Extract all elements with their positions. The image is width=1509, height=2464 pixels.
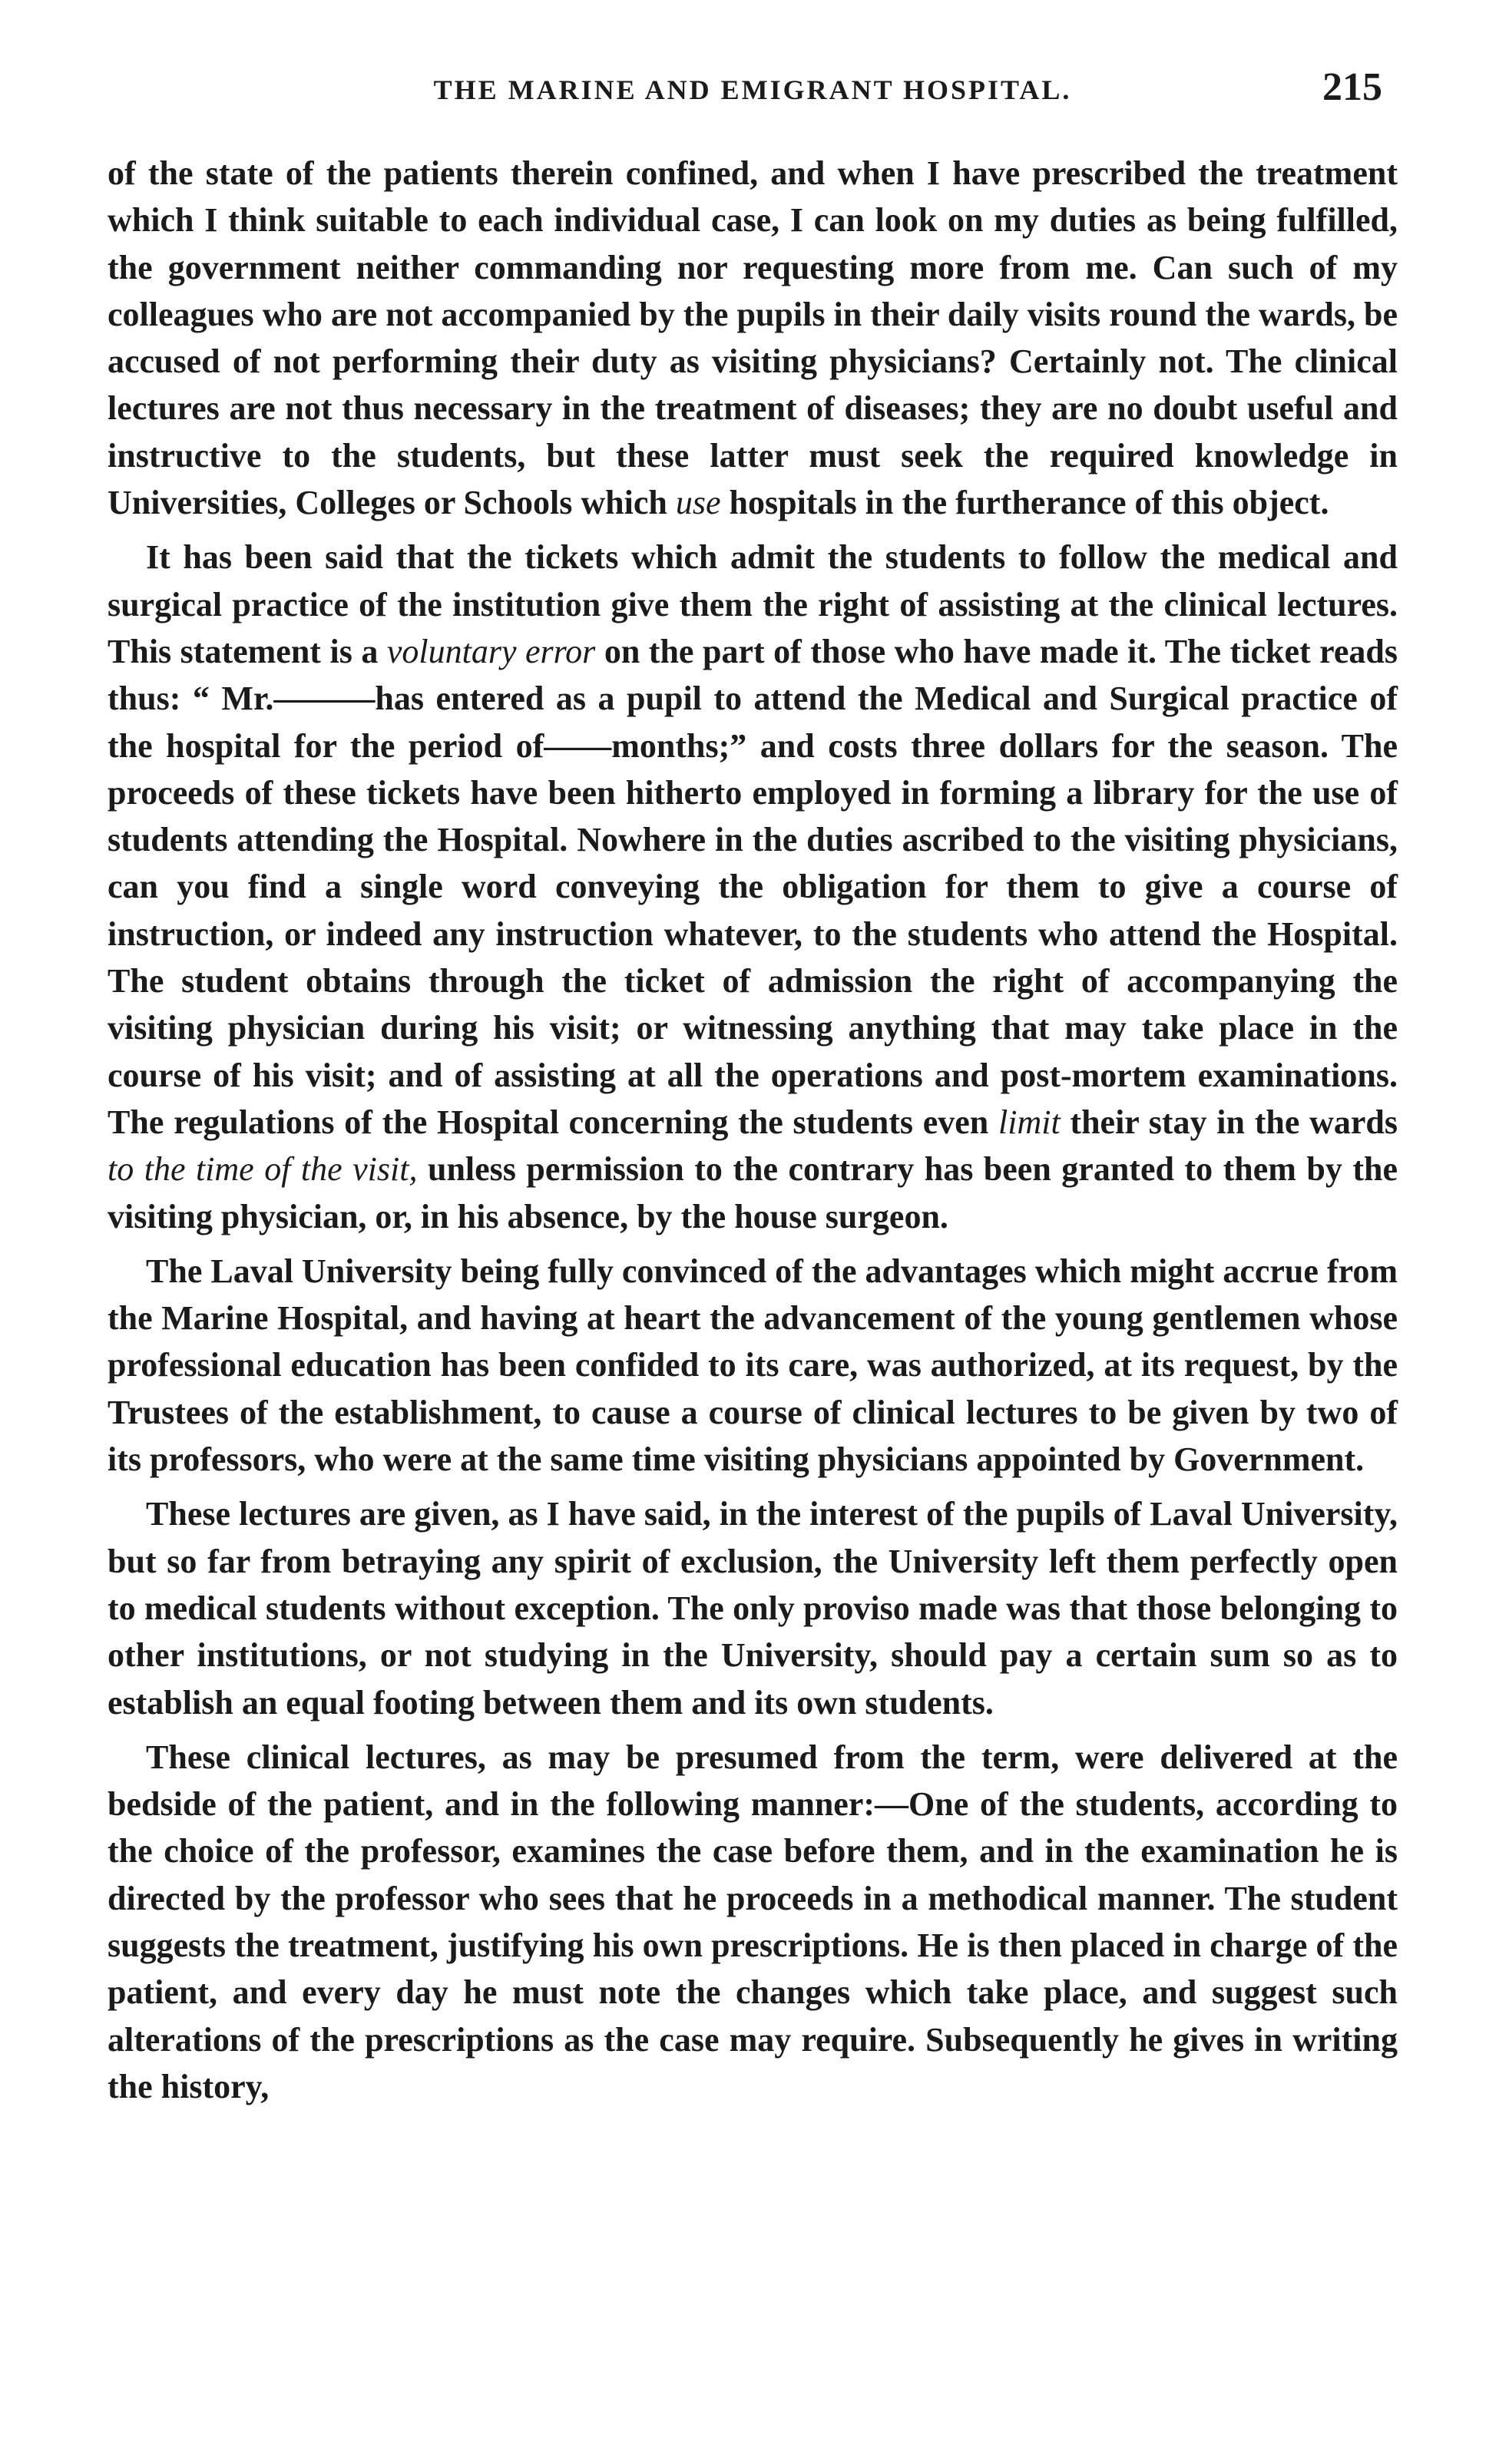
body-text: [108, 150, 1398, 2110]
paragraph-5: [108, 1734, 1398, 2110]
paragraph-segment: on the part of those who have made it. The ticket reads thus: “ Mr.———has entered as a pupil to attend the Medical and Surgical practice of the hospital for the period of——months;” and costs three dollars for the season. The proceeds of these tickets have been hitherto employed in forming a library for the use of students attending the Hospital. Nowhere in the duties ascribed to the visiting physicians, can you find a single word conveying the obligation for them to give a course of instruction, or indeed any instruction whatever, to the students who attend the Hospital. The student obtains through the ticket of admission the right of accompanying the visiting physician during his visit; or witnessing anything that may take place in the course of his visit; and of assisting at all the operations and post-mortem examinations. The regulations of the Hospital concerning the students even: [108, 632, 1398, 1141]
paragraph-1: [108, 150, 1398, 526]
paragraph-segment: their stay in the wards: [1060, 1103, 1398, 1141]
paragraph-2: [108, 534, 1398, 1239]
italic-segment: use: [675, 484, 721, 522]
paragraph-segment: unless permission to the contrary has been granted to them by the visiting physician, or, in his absence, by the house surgeon.: [108, 1150, 1398, 1235]
paragraph-4: [108, 1490, 1398, 1725]
page-header: [108, 65, 1398, 114]
italic-segment: voluntary error: [386, 632, 596, 670]
paragraph-3: [108, 1248, 1398, 1483]
paragraph-segment: of the state of the patients therein confined, and when I have prescribed the treatment which I think suitable to each individual case, I can look on my duties as being fulfilled, the government neither commanding nor requesting more from me. Can such of my colleagues who are not accompanied by the pupils in their daily visits round the wards, be accused of not performing their duty as visiting physicians? Certainly not. The clinical lectures are not thus necessary in the treatment of diseases; they are no doubt useful and instructive to the students, but these latter must seek the required knowledge in Universities, Colleges or Schools which: [108, 154, 1398, 522]
paragraph-segment: hospitals in the furtherance of this object.: [720, 484, 1329, 522]
paragraph-segment: It has been said that the tickets which admit the students to follow the medical and surgical practice of the institution give them the right of assisting at the clinical lectures. This statement is a: [108, 538, 1398, 670]
page-number: 215: [1322, 65, 1382, 109]
paragraph-segment: The Laval University being fully convinced of the advantages which might accrue from the Marine Hospital, and having at heart the advancement of the young gentlemen whose professional education has been confided to its care, was authorized, at its request, by the Trustees of the establishment, to cause a course of clinical lectures to be given by two of its professors, who were at the same time visiting physicians appointed by Government.: [108, 1252, 1398, 1479]
italic-segment: to the time of the visit,: [108, 1150, 418, 1189]
running-title: THE MARINE AND EMIGRANT HOSPITAL.: [433, 74, 1072, 105]
paragraph-segment: These clinical lectures, as may be presumed from the term, were delivered at the bedside of the patient, and in the following manner:—One of the students, according to the choice of the professor, examines the case before them, and in the examination he is directed by the professor who sees that he proceeds in a methodical manner. The student suggests the treatment, justifying his own prescriptions. He is then placed in charge of the patient, and every day he must note the changes which take place, and suggest such alterations of the prescriptions as the case may require. Subsequently he gives in writing the history,: [108, 1738, 1398, 2105]
italic-segment: limit: [998, 1103, 1061, 1141]
paragraph-segment: These lectures are given, as I have said, in the interest of the pupils of Laval University, but so far from betraying any spirit of exclusion, the University left them perfectly open to medical students without exception. The only proviso made was that those belonging to other institutions, or not studying in the University, should pay a certain sum so as to establish an equal footing between them and its own students.: [108, 1495, 1398, 1721]
